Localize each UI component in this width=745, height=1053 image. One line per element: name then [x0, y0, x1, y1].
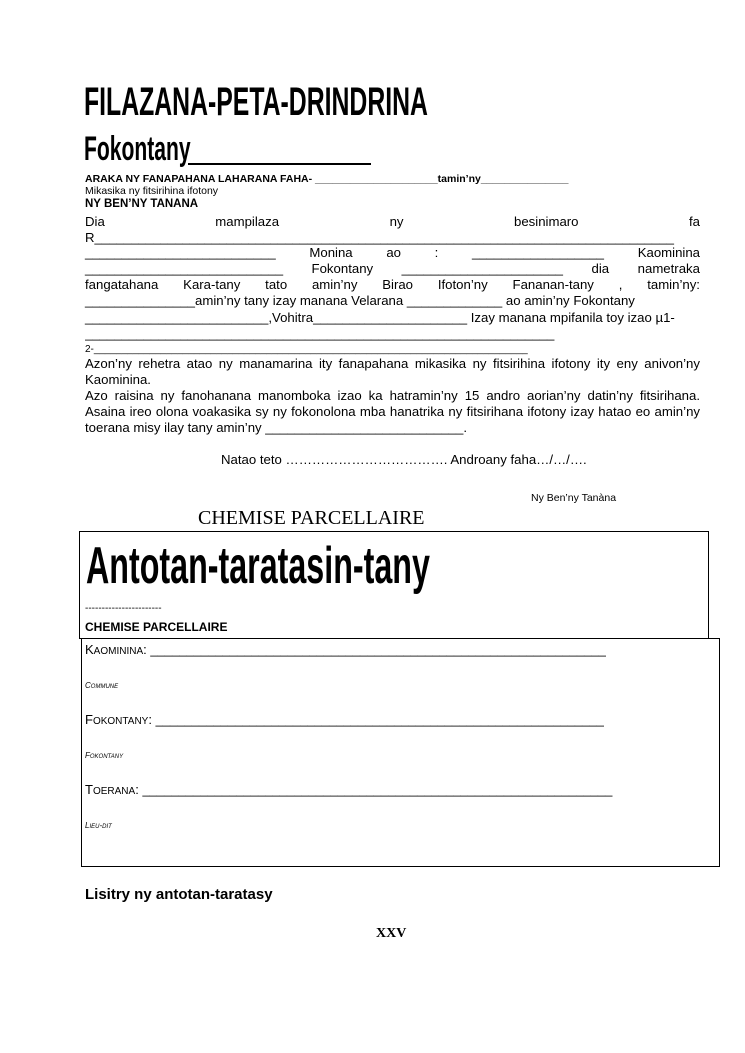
body-line-5: fangatahana Kara-tany tato amin’ny Birao Ifoton’ny Fananan-tany , tamin’ny:	[85, 277, 700, 292]
chief-heading: NY BEN’NY TANANA	[85, 198, 199, 210]
chemise-subtitle: CHEMISE PARCELLAIRE	[85, 620, 228, 634]
body-line-9: 2-______________________________________________________________________________	[85, 344, 528, 355]
body-line-8: ________________________________________________________________	[85, 326, 555, 341]
body-line-3: __________________________ Monina ao : __________________ Kaominina	[85, 245, 700, 260]
verification-paragraph: Azon’ny rehetra atao ny manamarina ity fanapahana mikasika ny fitsirihina ifotony ity eny anivon’ny Kaominina.	[85, 356, 700, 387]
body-line-2: R_______________________________________________________________________________	[85, 230, 674, 245]
fokontany-field: FOKONTANY: ______________________________________________________________	[85, 712, 604, 727]
fokontany-heading: Fokontany	[84, 130, 191, 168]
body-line-6: _______________amin’ny tany izay manana Velarana _____________ ao amin’ny Fokontany	[85, 293, 635, 308]
chemise-title: Antotan-taratasin-tany	[86, 537, 430, 595]
body-line-7: _________________________,Vohitra_____________________ Izay manana mpifanila toy izao µ1-	[85, 310, 675, 325]
body-line-1: Dia mampilaza ny besinimaro fa	[85, 214, 701, 229]
fokontany-sub-label: Fokontany	[85, 751, 124, 760]
document-list-heading: Lisitry ny antotan-taratasy	[85, 886, 273, 903]
commune-field: KAOMININA: _______________________________________________________________	[85, 642, 606, 657]
page-number: XXV	[376, 926, 407, 941]
mayor-signature-label: Ny Ben’ny Tanàna	[531, 492, 617, 504]
body-line-4: ___________________________ Fokontany ______________________ dia nametraka	[85, 261, 700, 276]
chemise-heading: CHEMISE PARCELLAIRE	[198, 507, 425, 529]
chemise-dashes: -----------------------	[85, 603, 162, 614]
fokontany-blank-line	[188, 163, 371, 165]
decree-line: ARAKA NY FANAPAHANA LAHARANA FAHA- _____________________tamin’ny_______________	[85, 173, 569, 185]
document-title: FILAZANA-PETA-DRINDRINA	[84, 80, 428, 124]
lieu-dit-field: TOERANA: _________________________________________________________________	[85, 782, 613, 797]
lieu-dit-sub-label: Lieu-dit	[85, 821, 112, 830]
location-fields-box	[81, 638, 720, 867]
objection-paragraph: Azo raisina ny fanohanana manomboka izao ka hatramin’ny 15 andro aorian’ny datin’ny fitsirihana. Asaina ireo olona voakasika sy ny fokonolona mba hanatrika ny fitsirihana ifotony izay hatao eo amin’ny toerana misy ilay tany amin’ny ___________________________.	[85, 388, 700, 435]
decree-subline: Mikasika ny fitsirihina ifotony	[85, 185, 219, 197]
commune-sub-label: Commune	[85, 681, 119, 690]
done-at-line: Natao teto ………………………………. Androany faha…/…/….	[221, 452, 587, 467]
